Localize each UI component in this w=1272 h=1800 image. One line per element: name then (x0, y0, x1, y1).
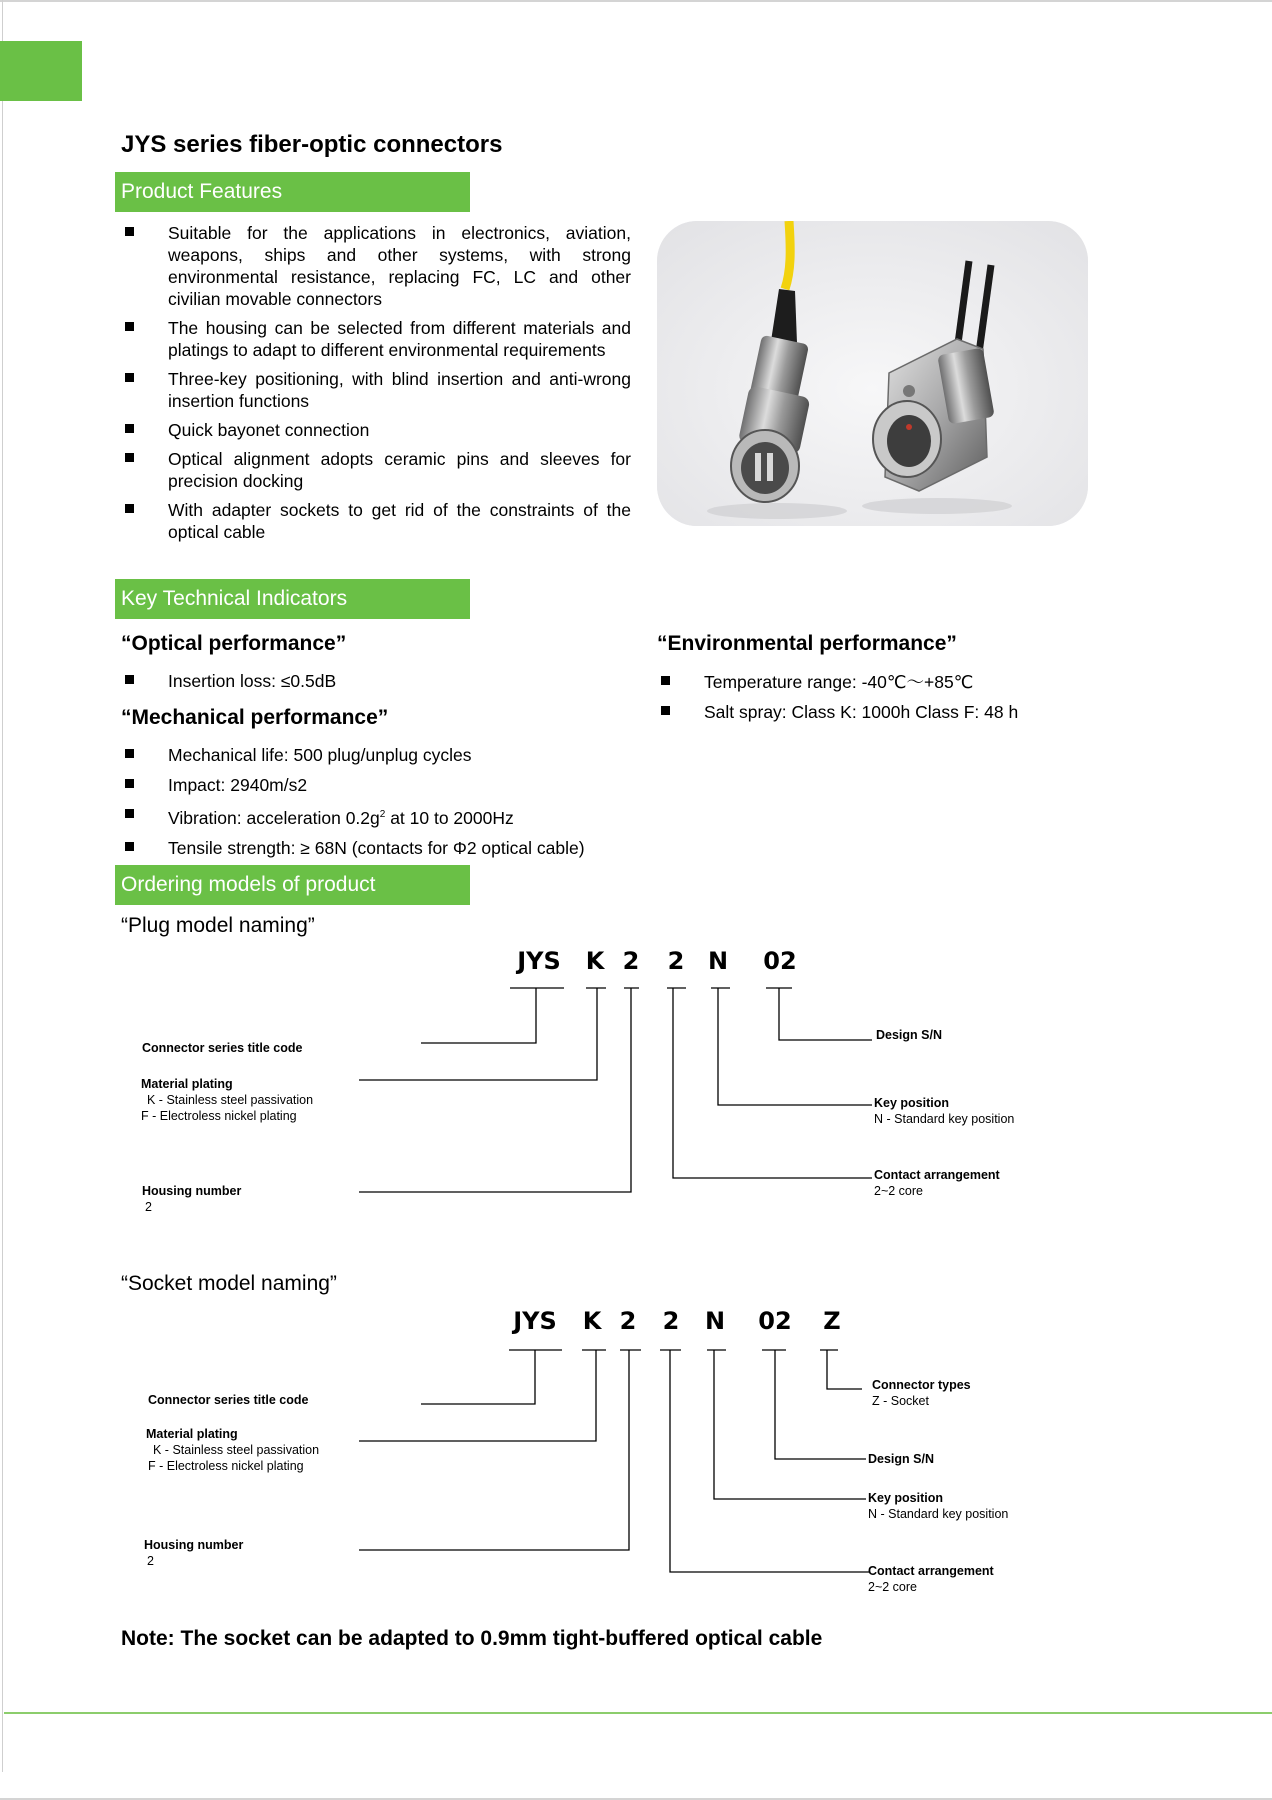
socket-model-caption: “Socket model naming” (121, 1272, 337, 1295)
square-bullet-icon (125, 453, 134, 462)
plug-series-label: Connector series title code (142, 1041, 303, 1055)
footer-rule (4, 1712, 1272, 1714)
code-design: 02 (758, 1307, 792, 1335)
mechanical-spec-list (121, 744, 585, 867)
feature-item: Quick bayonet connection (121, 419, 631, 441)
section-bar-ordering-models: Ordering models of product (115, 865, 470, 905)
socket-contact-label: Contact arrangement (868, 1564, 994, 1578)
socket-key-value: N - Standard key position (868, 1507, 1009, 1521)
feature-item: With adapter sockets to get rid of the constraints of the optical cable (121, 499, 631, 543)
plug-leader-lines (359, 988, 872, 1192)
mechanical-performance-heading: “Mechanical performance” (121, 706, 389, 729)
features-list (121, 222, 631, 550)
square-bullet-icon (125, 504, 134, 513)
code-k: K (585, 947, 605, 975)
code-housing: 2 (619, 1307, 637, 1335)
optical-performance-heading: “Optical performance” (121, 632, 347, 655)
code-type: Z (823, 1307, 841, 1335)
optical-spec-list (121, 670, 336, 700)
spec-item: Tensile strength: ≥ 68N (contacts for Φ2 optical cable) (121, 837, 585, 859)
socket-material-k: K - Stainless steel passivation (153, 1443, 320, 1457)
socket-series-label: Connector series title code (148, 1393, 309, 1407)
square-bullet-icon (125, 779, 134, 788)
code-housing: 2 (622, 947, 640, 975)
plug-key-label: Key position (874, 1096, 950, 1110)
spec-item: Impact: 2940m/s2 (121, 774, 585, 796)
socket-naming-diagram (0, 1295, 1272, 1605)
socket-material-label: Material plating (146, 1427, 238, 1441)
square-bullet-icon (125, 227, 134, 236)
plug-contact-value: 2~2 core (874, 1184, 923, 1198)
feature-item: Suitable for the applications in electronics, aviation, weapons, ships and other systems, with strong environmental resistance, replacing FC, LC and other civilian movable connectors (121, 222, 631, 310)
code-design: 02 (763, 947, 797, 975)
square-bullet-icon (125, 842, 134, 851)
plug-design-label: Design S/N (876, 1028, 942, 1042)
socket-types-label: Connector types (872, 1378, 971, 1392)
feature-item: Optical alignment adopts ceramic pins and sleeves for precision docking (121, 448, 631, 492)
green-corner-tab (0, 41, 82, 101)
code-jys: JYS (517, 947, 561, 975)
plug-housing-label: Housing number (142, 1184, 242, 1198)
plug-model-caption: “Plug model naming” (121, 914, 315, 937)
socket-leader-lines (359, 1350, 870, 1572)
plug-naming-diagram (0, 930, 1272, 1220)
plug-material-k: K - Stainless steel passivation (147, 1093, 314, 1107)
spec-item: Vibration: acceleration $0.2g^2$ at 10 to 2000Hz (121, 804, 585, 829)
square-bullet-icon (661, 676, 670, 685)
socket-contact-value: 2~2 core (868, 1580, 917, 1594)
socket-key-label: Key position (868, 1491, 944, 1505)
code-jys: JYS (513, 1307, 557, 1335)
socket-housing-value: 2 (147, 1554, 154, 1568)
connector-product-photo (657, 221, 1088, 526)
section-bar-product-features: Product Features (115, 172, 470, 212)
square-bullet-icon (125, 373, 134, 382)
page-title: JYS series fiber-optic connectors (121, 131, 503, 158)
square-bullet-icon (661, 706, 670, 715)
square-bullet-icon (125, 424, 134, 433)
plug-key-value: N - Standard key position (874, 1112, 1015, 1126)
code-k: K (582, 1307, 602, 1335)
socket-housing-label: Housing number (144, 1538, 244, 1552)
plug-material-f: F - Electroless nickel plating (141, 1109, 297, 1123)
code-key: N (704, 1307, 726, 1335)
socket-material-f: F - Electroless nickel plating (148, 1459, 304, 1473)
spec-item: Temperature range: -40℃～+85℃ (657, 671, 1018, 693)
feature-item: Three-key positioning, with blind insertion and anti-wrong insertion functions (121, 368, 631, 412)
feature-item: The housing can be selected from different materials and platings to adapt to different environmental requirements (121, 317, 631, 361)
plug-material-label: Material plating (141, 1077, 233, 1091)
square-bullet-icon (125, 322, 134, 331)
environmental-spec-list (657, 671, 1018, 731)
square-bullet-icon (125, 749, 134, 758)
code-key: N (707, 947, 729, 975)
square-bullet-icon (125, 675, 134, 684)
plug-housing-value: 2 (145, 1200, 152, 1214)
spec-item: Mechanical life: 500 plug/unplug cycles (121, 744, 585, 766)
plug-contact-label: Contact arrangement (874, 1168, 1000, 1182)
socket-design-label: Design S/N (868, 1452, 934, 1466)
environmental-performance-heading: “Environmental performance” (657, 632, 957, 655)
socket-types-value: Z - Socket (872, 1394, 929, 1408)
section-bar-key-technical-indicators: Key Technical Indicators (115, 579, 470, 619)
code-contact: 2 (667, 947, 685, 975)
spec-item: Salt spray: Class K: 1000h Class F: 48 h (657, 701, 1018, 723)
socket-note: Note: The socket can be adapted to 0.9mm tight-buffered optical cable (121, 1627, 823, 1650)
connector-illustration (657, 221, 1088, 526)
spec-item: Insertion loss: ≤0.5dB (121, 670, 336, 692)
code-contact: 2 (662, 1307, 680, 1335)
square-bullet-icon (125, 809, 134, 818)
